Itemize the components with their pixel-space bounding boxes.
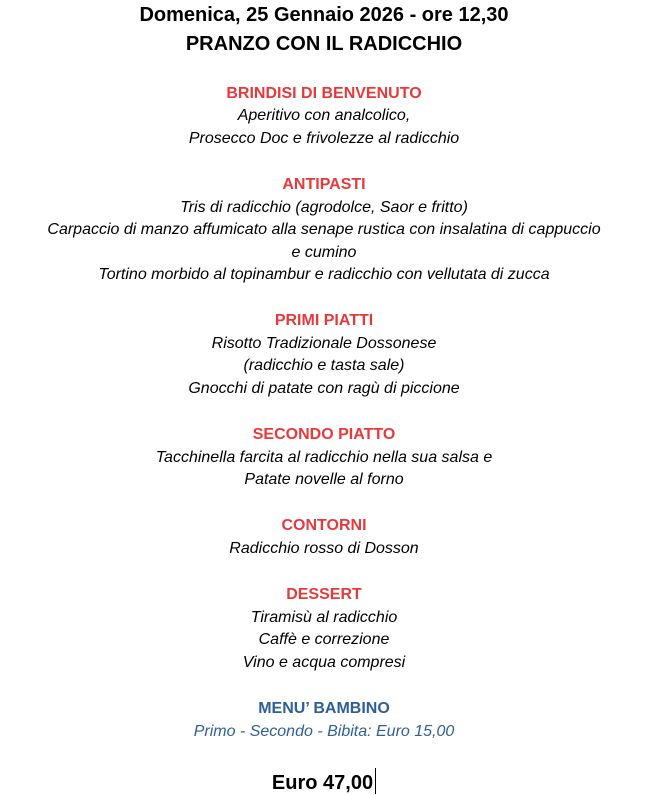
- kids-menu-line: Primo - Secondo - Bibita: Euro 15,00: [193, 723, 455, 740]
- menu-item: Gnocchi di patate con ragù di piccione: [188, 380, 460, 397]
- section-title-kids: MENU’ BAMBINO: [258, 700, 390, 717]
- section-title-secondo: SECONDO PIATTO: [252, 426, 396, 443]
- menu-item: Tiramisù al radicchio: [250, 609, 398, 626]
- menu-item: e cumino: [291, 244, 357, 261]
- total-price: Euro 47,00: [271, 772, 374, 794]
- price-line[interactable]: [0, 768, 648, 795]
- event-date: Domenica, 25 Gennaio 2026 - ore 12,30: [139, 4, 509, 26]
- text-cursor: [375, 768, 376, 794]
- menu-item: Risotto Tradizionale Dossonese: [211, 335, 437, 352]
- menu-item: Caffè e correzione: [258, 631, 390, 648]
- menu-item: Carpaccio di manzo affumicato alla senape rustica con insalatina di cappuccio: [47, 221, 601, 238]
- menu-item: Tortino morbido al topinambur e radicchio con vellutata di zucca: [98, 266, 550, 283]
- section-title-dessert: DESSERT: [286, 586, 362, 603]
- section-title-contorni: CONTORNI: [281, 517, 367, 534]
- menu-item: Prosecco Doc e frivolezze al radicchio: [188, 130, 460, 147]
- menu-item: (radicchio e tasta sale): [243, 357, 405, 374]
- section-title-welcome: BRINDISI DI BENVENUTO: [226, 85, 422, 102]
- menu-item: Radicchio rosso di Dosson: [229, 540, 419, 557]
- section-title-antipasti: ANTIPASTI: [282, 176, 366, 193]
- menu-item: Tacchinella farcita al radicchio nella sua salsa e: [155, 449, 493, 466]
- menu-item: Vino e acqua compresi: [242, 654, 406, 671]
- menu-item: Patate novelle al forno: [244, 471, 404, 488]
- menu-item: Aperitivo con analcolico,: [237, 107, 411, 124]
- section-title-primi: PRIMI PIATTI: [274, 312, 374, 329]
- menu-item: Tris di radicchio (agrodolce, Saor e fritto): [180, 199, 468, 216]
- page-title: PRANZO CON IL RADICCHIO: [185, 33, 463, 55]
